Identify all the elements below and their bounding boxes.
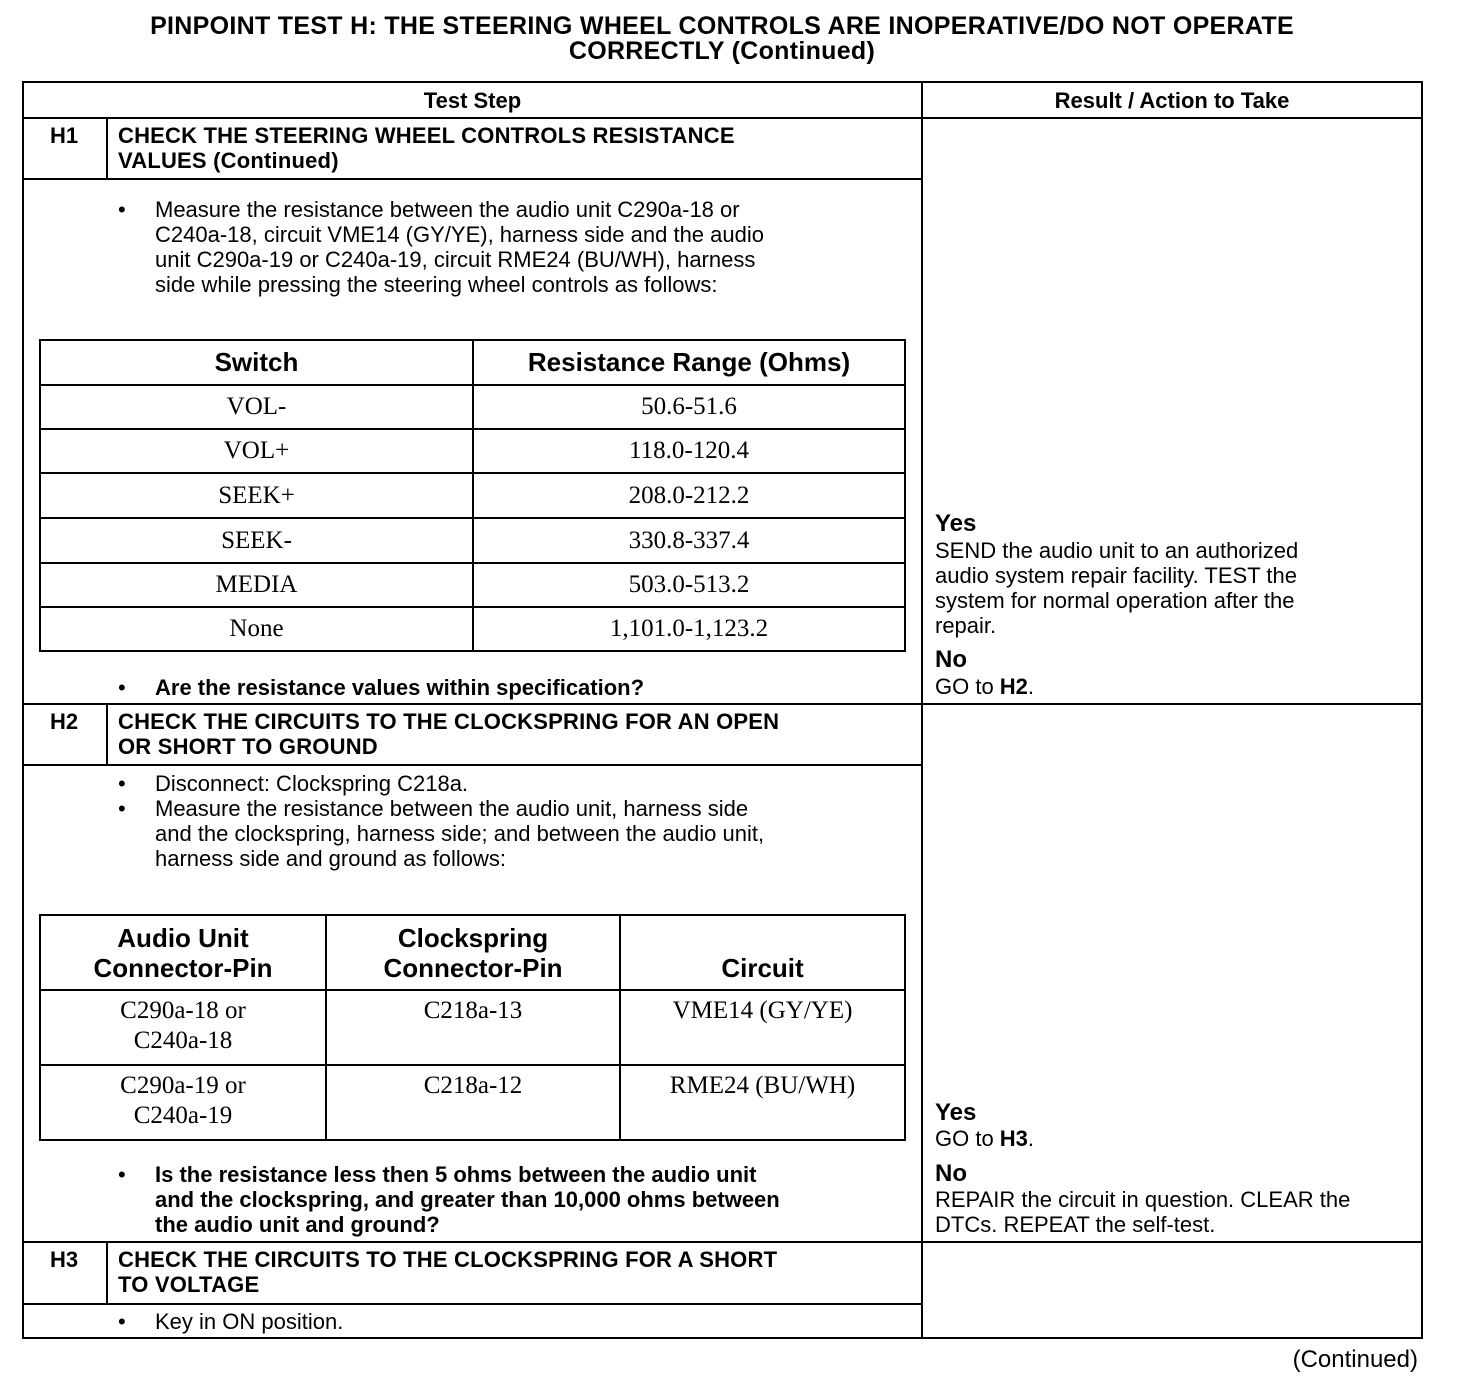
h1-id-divider — [106, 119, 108, 180]
h2-yes-action — [935, 1126, 1421, 1151]
h2-h3-divider — [24, 1241, 1421, 1243]
header-line: Connector-Pin — [383, 952, 563, 983]
bullet: • — [118, 675, 126, 700]
header-line: Connector-Pin — [93, 952, 273, 983]
h1-yes-line: SEND the audio unit to an authorized — [935, 538, 1299, 563]
resistance-cell: 503.0-513.2 — [473, 563, 905, 607]
h2-link[interactable]: H2 — [999, 674, 1028, 699]
h1-instruction-line: Measure the resistance between the audio unit C290a-18 or — [155, 197, 740, 222]
h1-title-line: VALUES (Continued) — [118, 148, 339, 173]
cell-line: C240a-18 — [133, 1027, 233, 1054]
header-line: Clockspring — [397, 922, 549, 953]
h1-instruction-line: side while pressing the steering wheel controls as follows: — [155, 272, 718, 297]
h1-h2-divider — [24, 703, 1421, 705]
h1-instruction — [155, 197, 764, 297]
table-row — [40, 429, 905, 473]
h2-yes-text: GO to — [935, 1126, 1000, 1151]
h2-yes-label: Yes — [935, 1099, 977, 1126]
circuit-cell: RME24 (BU/WH) — [620, 1065, 905, 1140]
header-line: Circuit — [721, 953, 804, 983]
h2-question-line: the audio unit and ground? — [155, 1212, 440, 1237]
switch-resistance-table — [39, 339, 906, 652]
cell-line: C240a-19 — [133, 1102, 233, 1129]
h1-instruction-line: unit C290a-19 or C240a-19, circuit RME24 (BU/WH), harness — [155, 247, 756, 272]
h1-yes-action — [935, 538, 1421, 638]
bullet: • — [118, 1162, 126, 1187]
cell-line: C290a-19 or — [120, 1072, 246, 1099]
resistance-cell: 50.6-51.6 — [473, 385, 905, 429]
clockspring-pin-cell: C218a-12 — [326, 1065, 620, 1140]
title-line-2: CORRECTLY (Continued) — [568, 37, 876, 65]
h2-no-label: No — [935, 1160, 967, 1187]
h3-instruction-1: Key in ON position. — [155, 1309, 344, 1334]
table-row — [40, 563, 905, 607]
h2-id-divider — [106, 705, 108, 766]
h2-question-line: and the clockspring, and greater than 10,000 ohms between — [155, 1187, 780, 1212]
h1-yes-line: system for normal operation after the — [935, 588, 1295, 613]
table-row — [40, 473, 905, 518]
h3-title-line: TO VOLTAGE — [118, 1272, 260, 1297]
h1-step-title — [118, 123, 735, 173]
page-title — [0, 14, 1444, 64]
title-line-1: PINPOINT TEST H: THE STEERING WHEEL CONTROLS ARE INOPERATIVE/DO NOT OPERATE — [150, 12, 1294, 40]
h1-yes-label: Yes — [935, 510, 977, 537]
table-row — [40, 385, 905, 429]
bullet: • — [118, 1309, 126, 1334]
h2-no-action — [935, 1187, 1421, 1237]
switch-cell: SEEK- — [40, 518, 473, 563]
resistance-cell: 1,101.0-1,123.2 — [473, 607, 905, 651]
h1-step-id: H1 — [49, 123, 79, 148]
h2-title-line: OR SHORT TO GROUND — [118, 734, 378, 759]
table-header: Switch — [40, 340, 473, 385]
table-header — [620, 915, 905, 990]
h2-title-line: CHECK THE CIRCUITS TO THE CLOCKSPRING FOR AN OPEN — [118, 709, 780, 734]
h1-title-divider — [24, 178, 921, 180]
table-header — [40, 915, 326, 990]
h2-step-title — [118, 709, 779, 759]
table-header: Resistance Range (Ohms) — [473, 340, 905, 385]
circuit-cell: VME14 (GY/YE) — [620, 990, 905, 1065]
h2-yes-end: . — [1027, 1126, 1035, 1151]
bullet: • — [118, 771, 126, 796]
h3-id-divider — [106, 1243, 108, 1303]
audio-pin-cell — [40, 1065, 326, 1140]
h2-no-line: DTCs. REPEAT the self-test. — [935, 1212, 1216, 1237]
h3-step-title — [118, 1247, 777, 1297]
h2-no-line: REPAIR the circuit in question. CLEAR the — [935, 1187, 1351, 1212]
h2-title-divider — [24, 764, 921, 766]
h1-no-action — [935, 674, 1421, 699]
table-header — [326, 915, 620, 990]
audio-pin-cell — [40, 990, 326, 1065]
h3-title-line: CHECK THE CIRCUITS TO THE CLOCKSPRING FOR A SHORT — [118, 1247, 778, 1272]
header-test-step: Test Step — [423, 88, 522, 113]
h1-yes-line: repair. — [935, 613, 997, 638]
h1-no-text: GO to — [935, 674, 1000, 699]
switch-cell: MEDIA — [40, 563, 473, 607]
h1-question: Are the resistance values within specification? — [155, 675, 645, 700]
header-line: Audio Unit — [117, 922, 249, 953]
h2-instruction-line: and the clockspring, harness side; and between the audio unit, — [155, 821, 765, 846]
table-row — [40, 607, 905, 651]
clockspring-pin-cell: C218a-13 — [326, 990, 620, 1065]
switch-cell: VOL- — [40, 385, 473, 429]
pin-circuit-table — [39, 914, 906, 1141]
cell-line: C290a-18 or — [120, 997, 246, 1024]
table-row — [40, 990, 905, 1065]
bullet: • — [118, 197, 126, 222]
table-row — [40, 1065, 905, 1140]
h2-instruction-2 — [155, 796, 764, 871]
switch-cell: VOL+ — [40, 429, 473, 473]
h2-step-id: H2 — [49, 709, 79, 734]
h1-no-end: . — [1027, 674, 1035, 699]
h1-yes-line: audio system repair facility. TEST the — [935, 563, 1297, 588]
pinpoint-test-table — [22, 81, 1423, 1339]
h2-instruction-1: Disconnect: Clockspring C218a. — [155, 771, 469, 796]
h3-link[interactable]: H3 — [999, 1126, 1028, 1151]
switch-cell: SEEK+ — [40, 473, 473, 518]
h1-title-line: CHECK THE STEERING WHEEL CONTROLS RESISTANCE — [118, 123, 735, 148]
h2-instruction-line: harness side and ground as follows: — [155, 846, 506, 871]
h1-no-label: No — [935, 646, 967, 673]
h3-title-divider — [24, 1303, 921, 1305]
resistance-cell: 118.0-120.4 — [473, 429, 905, 473]
h3-step-id: H3 — [49, 1247, 79, 1272]
resistance-cell: 208.0-212.2 — [473, 473, 905, 518]
column-divider — [921, 83, 923, 1337]
table-row — [40, 518, 905, 563]
continued-label: (Continued) — [1292, 1346, 1418, 1373]
h2-question — [155, 1162, 780, 1237]
switch-cell: None — [40, 607, 473, 651]
header-divider — [24, 117, 1421, 119]
h2-question-line: Is the resistance less then 5 ohms between the audio unit — [155, 1162, 757, 1187]
bullet: • — [118, 796, 126, 821]
h2-instruction-line: Measure the resistance between the audio unit, harness side — [155, 796, 749, 821]
header-result: Result / Action to Take — [1054, 88, 1290, 113]
h1-instruction-line: C240a-18, circuit VME14 (GY/YE), harness side and the audio — [155, 222, 764, 247]
resistance-cell: 330.8-337.4 — [473, 518, 905, 563]
